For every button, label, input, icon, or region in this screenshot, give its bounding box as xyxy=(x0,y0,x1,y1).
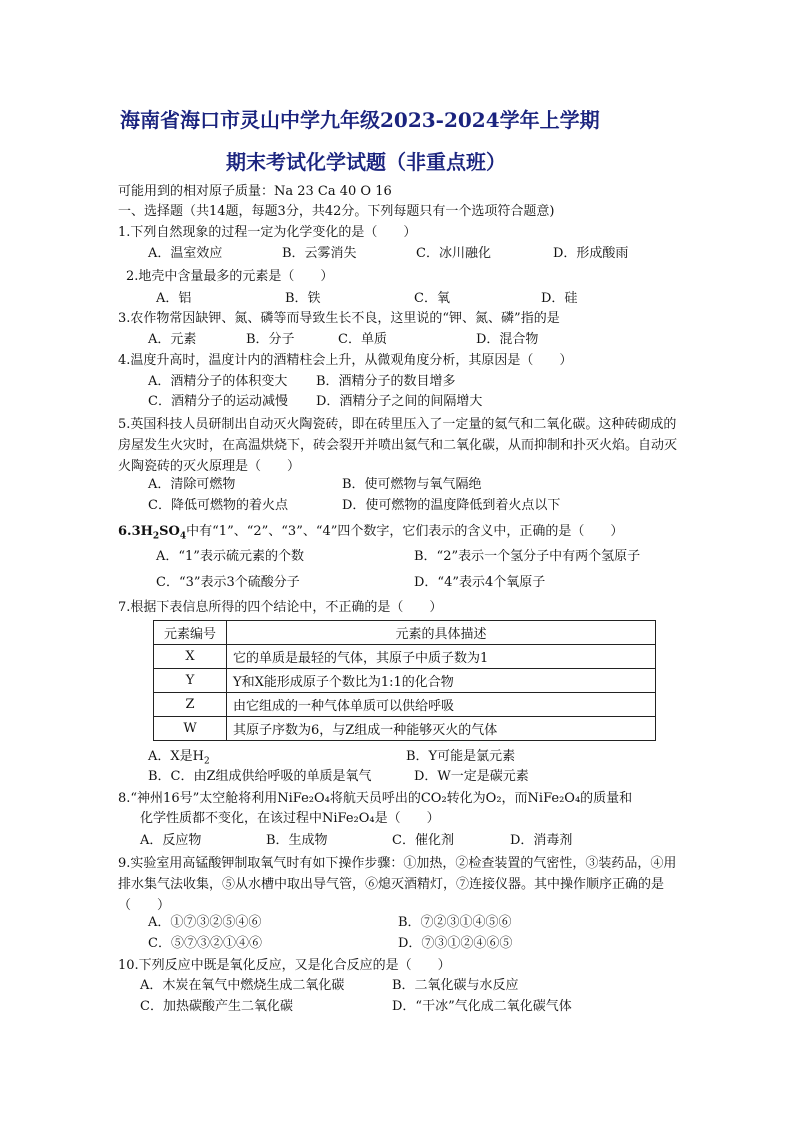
option-b: B．二氧化碳与水反应 xyxy=(392,978,519,993)
option-d: D．“干冰”气化成二氧化碳气体 xyxy=(392,999,572,1014)
option-c: B．C．由Z组成供给呼吸的单质是氧气 xyxy=(148,769,372,784)
option-c: C．单质 xyxy=(338,332,387,347)
option-d: D．形成酸雨 xyxy=(553,246,629,261)
option-b: B．云雾消失 xyxy=(282,246,357,261)
table-cell: 其原子序数为6，与Z组成一种能够灭火的气体 xyxy=(227,717,656,741)
page-title: 海南省海口市灵山中学九年级2023-2024学年上学期 xyxy=(120,108,600,132)
option-b: B．生成物 xyxy=(266,833,328,848)
option-a: A．酒精分子的体积变大 xyxy=(148,374,288,389)
table-row xyxy=(154,645,656,669)
option-c: C．降低可燃物的着火点 xyxy=(148,498,288,513)
option-b: B．“2”表示一个氢分子中有两个氢原子 xyxy=(414,549,641,564)
question-8-line2: 化学性质都不变化，在该过程中NiFe₂O₄是（ ） xyxy=(140,811,440,826)
option-a: A．①⑦③②⑤④⑥ xyxy=(148,915,262,930)
option-d: D．酒精分子之间的间隔增大 xyxy=(316,394,483,409)
option-a: A．“1”表示硫元素的个数 xyxy=(156,549,304,564)
table-row xyxy=(154,669,656,693)
option-c: C．加热碳酸产生二氧化碳 xyxy=(140,999,293,1014)
question-7: 7.根据下表信息所得的四个结论中，不正确的是（ ） xyxy=(118,600,443,615)
table-cell: W xyxy=(154,717,227,741)
formula: $6.3H_2SO_4$ xyxy=(118,524,187,542)
question-5: 5.英国科技人员研制出自动灭火陶瓷砖，即在砖里压入了一定量的氦气和二氧化碳。这种砖砌成的房屋发生火灾时，在高温烘烧下，砖会裂开并喷出氦气和二氧化碳，从而抑制和扑灭火焰。自动灭火陶瓷砖的灭火原理是（ ） xyxy=(118,417,678,474)
atomic-mass-note: 可能用到的相对原子质量：Na 23 Ca 40 O 16 xyxy=(118,184,392,199)
option-a: A．温室效应 xyxy=(148,246,223,261)
option-a: A．反应物 xyxy=(140,833,202,848)
question-6: $6.3H_2SO_4$中有“1”、“2”、“3”、“4”四个数字，它们表示的含义中，正确的是（ ） xyxy=(118,524,624,542)
table-row xyxy=(154,717,656,741)
option-a: A．铝 xyxy=(156,291,192,306)
question-10: 10.下列反应中既是氧化反应，又是化合反应的是（ ） xyxy=(118,958,451,973)
option-d: D．W一定是碳元素 xyxy=(414,769,529,784)
option-b: B．⑦②③①④⑤⑥ xyxy=(398,915,512,930)
table-cell: 它的单质是最轻的气体，其原子中质子数为1 xyxy=(227,645,656,669)
table-cell: X xyxy=(154,645,227,669)
table-cell: Z xyxy=(154,693,227,717)
option-d: D．“4”表示4个氧原子 xyxy=(414,575,546,590)
option-c: C．氧 xyxy=(414,291,450,306)
table-header-cell: 元素的具体描述 xyxy=(227,621,656,645)
question-8-line1: 8.“神州16号”太空舱将利用NiFe₂O₄将航天员呼出的CO₂转化为O₂，而NiFe₂O₄的质量和 xyxy=(118,791,633,806)
table-cell: Y xyxy=(154,669,227,693)
option-a: A．元素 xyxy=(148,332,197,347)
option-d: D．使可燃物的温度降低到着火点以下 xyxy=(342,498,561,513)
option-c: C．催化剂 xyxy=(392,833,454,848)
option-d: D．混合物 xyxy=(476,332,539,347)
question-9: 9.实验室用高锰酸钾制取氧气时有如下操作步骤：①加热，②检查装置的气密性，③装药品，④用排水集气法收集，⑤从水槽中取出导气管，⑥熄灭酒精灯，⑦连接仪器。其中操作顺序正确的是（ ） xyxy=(118,856,677,913)
option-c: C．冰川融化 xyxy=(416,246,491,261)
option-b: B．分子 xyxy=(246,332,295,347)
option-c: C．⑤⑦③②①④⑥ xyxy=(148,936,262,951)
option-b: B．Y可能是氯元素 xyxy=(406,749,516,764)
table-cell: Y和X能形成原子个数比为1:1的化合物 xyxy=(227,669,656,693)
option-b: B．使可燃物与氧气隔绝 xyxy=(342,477,482,492)
option-c: C．“3”表示3个硫酸分子 xyxy=(156,575,300,590)
table-header-cell: 元素编号 xyxy=(154,621,227,645)
option-a: A．清除可燃物 xyxy=(148,477,236,492)
option-b: B．酒精分子的数目增多 xyxy=(316,374,456,389)
question-4: 4.温度升高时，温度计内的酒精柱会上升，从微观角度分析，其原因是（ ） xyxy=(118,353,573,368)
page-subtitle: 期末考试化学试题（非重点班） xyxy=(226,150,506,174)
element-table xyxy=(153,620,656,741)
option-d: D．⑦③①②④⑥⑤ xyxy=(398,936,513,951)
option-a: A．X是$H_2$ xyxy=(148,749,210,767)
option-d: D．硅 xyxy=(541,291,578,306)
option-b: B．铁 xyxy=(285,291,321,306)
question-3: 3.农作物常因缺钾、氮、磷等而导致生长不良，这里说的“钾、氮、磷”指的是 xyxy=(118,311,560,326)
option-c: C．酒精分子的运动减慢 xyxy=(148,394,288,409)
table-header-row xyxy=(154,621,656,645)
table-row xyxy=(154,693,656,717)
question-2: 2.地壳中含量最多的元素是（ ） xyxy=(126,269,334,284)
section-heading: 一、选择题（共14题，每题3分，共42分。下列每题只有一个选项符合题意) xyxy=(118,204,555,219)
option-a: A．木炭在氧气中燃烧生成二氧化碳 xyxy=(140,978,345,993)
question-1: 1.下列自然现象的过程一定为化学变化的是（ ） xyxy=(118,225,417,240)
option-d: D．消毒剂 xyxy=(510,833,573,848)
table-cell: 由它组成的一种气体单质可以供给呼吸 xyxy=(227,693,656,717)
